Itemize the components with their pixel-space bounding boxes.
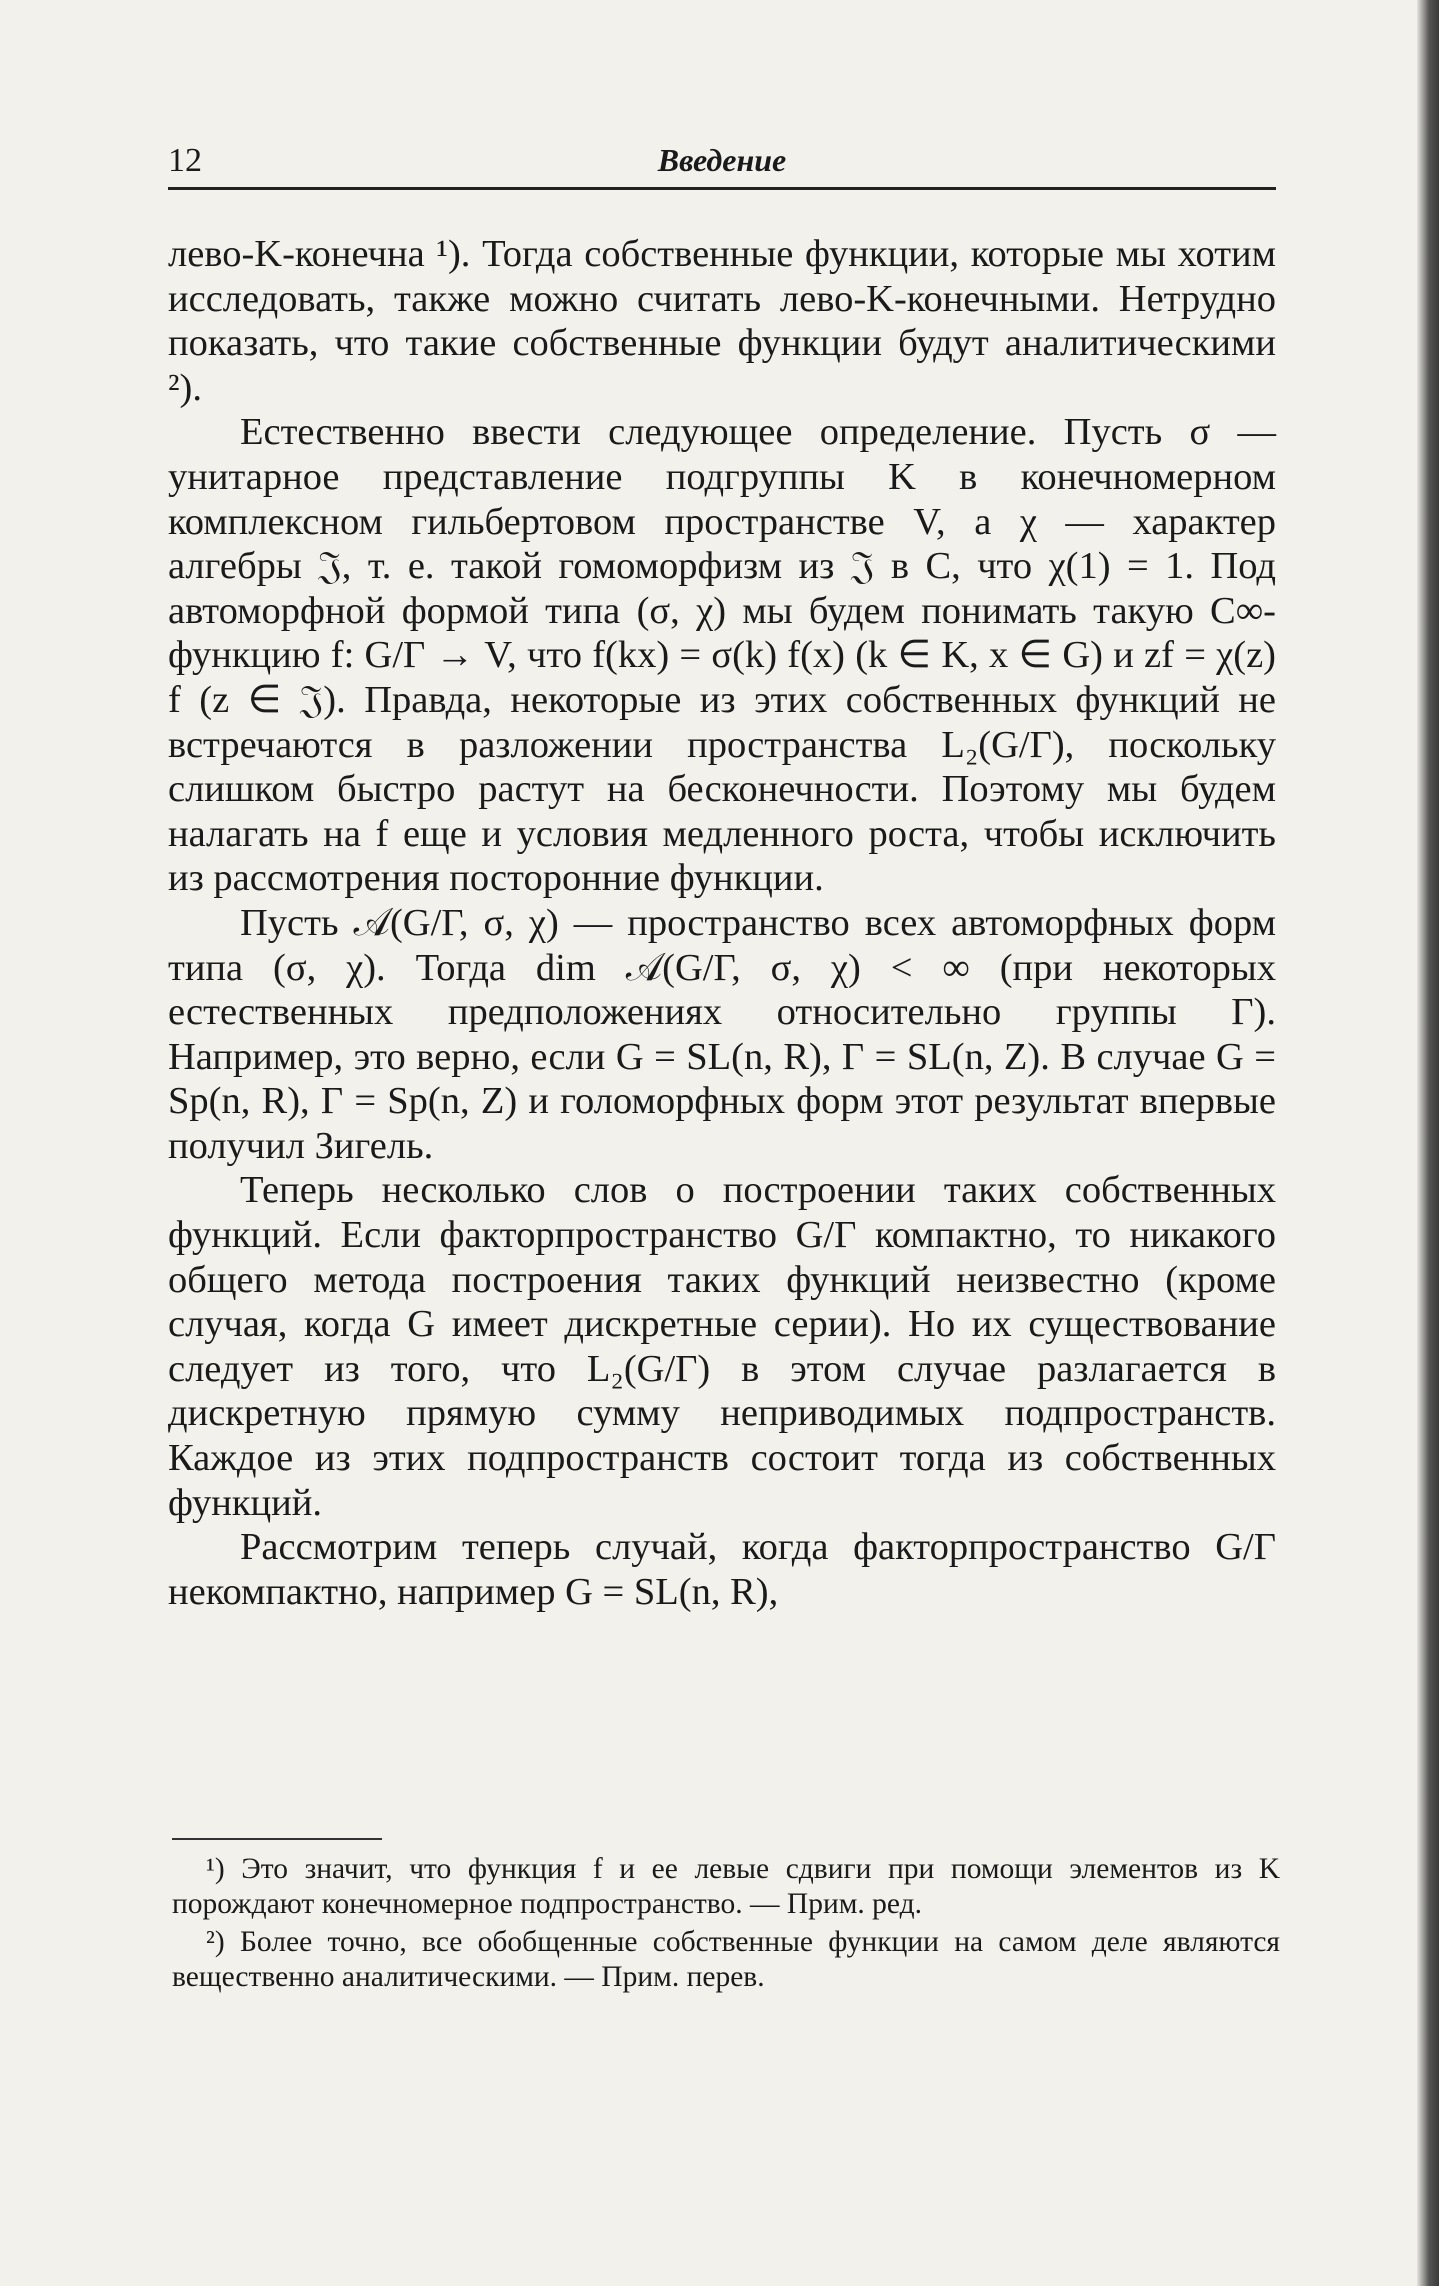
- paragraph-5: Рассмотрим теперь случай, когда факторпространство G/Γ некомпактно, например G = SL(n, R),: [168, 1526, 1276, 1613]
- paragraph-1: лево-K-конечна ¹). Тогда собственные функции, которые мы хотим исследовать, также можно считать лево-K-конечными. Нетрудно показать, что такие собственные функции будут аналитическими ²).: [168, 233, 1276, 409]
- footnote-rule: [172, 1838, 382, 1840]
- running-title: Введение: [657, 142, 787, 178]
- header-rule: [168, 187, 1276, 190]
- book-spine-shadow: [1417, 0, 1439, 2286]
- body-text: [168, 232, 1276, 1614]
- footnote-1: ¹) Это значит, что функция f и ее левые сдвиги при помощи элементов из K порождают конечномерное подпространство. — Прим. ред.: [172, 1853, 1280, 1920]
- page-header: [168, 142, 1276, 186]
- page-number: 12: [168, 142, 202, 179]
- footnote-2: ²) Более точно, все обобщенные собственные функции на самом деле являются вещественно аналитическими. — Прим. перев.: [172, 1926, 1280, 1993]
- footnotes: [172, 1852, 1280, 1998]
- paragraph-2: Естественно ввести следующее определение. Пусть σ — унитарное представление подгруппы K в конечномерном комплексном гильбертовом пространстве V, а χ — характер алгебры 𝔍, т. е. такой гомоморфизм из 𝔍 в C, что χ(1) = 1. Под автоморфной формой типа (σ, χ) мы будем понимать такую C∞-функцию f: G/Γ → V, что f(kx) = σ(k) f(x) (k ∈ K, x ∈ G) и zf = χ(z) f (z ∈ 𝔍). Правда, некоторые из этих собственных функций не встречаются в разложении пространства L₂(G/Γ), поскольку слишком быстро растут на бесконечности. Поэтому мы будем налагать на f еще и условия медленного роста, чтобы исключить из рассмотрения посторонние функции.: [168, 411, 1276, 900]
- paragraph-3: Пусть 𝒜(G/Γ, σ, χ) — пространство всех автоморфных форм типа (σ, χ). Тогда dim 𝒜(G/Γ, σ, χ) < ∞ (при некоторых естественных предположениях относительно группы Γ). Например, это верно, если G = SL(n, R), Γ = SL(n, Z). В случае G = Sp(n, R), Γ = Sp(n, Z) и голоморфных форм этот результат впервые получил Зигель.: [168, 901, 1276, 1167]
- paragraph-4: Теперь несколько слов о построении таких собственных функций. Если факторпространство G/Γ компактно, то никакого общего метода построения таких функций неизвестно (кроме случая, когда G имеет дискретные серии). Но их существование следует из того, что L₂(G/Γ) в этом случае разлагается в дискретную прямую сумму неприводимых подпространств. Каждое из этих подпространств состоит тогда из собственных функций.: [168, 1169, 1276, 1524]
